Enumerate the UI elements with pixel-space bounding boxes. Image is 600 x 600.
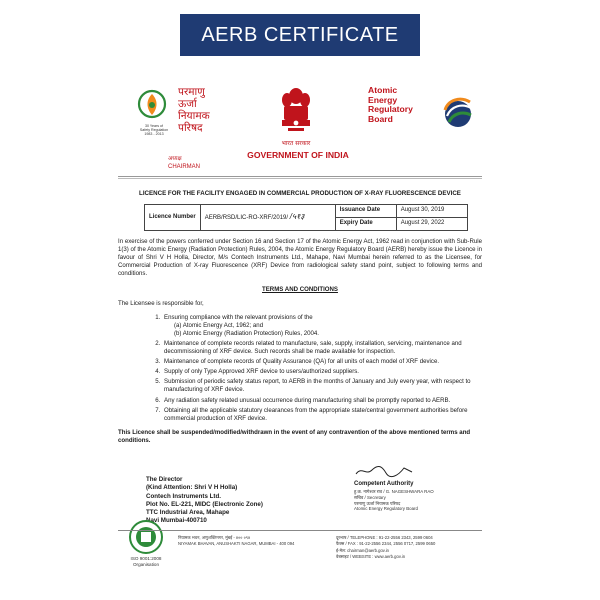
government-of-india: GOVERNMENT OF INDIA bbox=[247, 150, 349, 160]
list-item bbox=[162, 314, 482, 338]
chairman-hindi: अध्यक्ष bbox=[168, 156, 182, 162]
footer-contact-line: ई-मेल: chairman@aerb.gov.in bbox=[336, 547, 390, 553]
list-item: 7. Obtaining all the applicable statutory clearances from the appropriate state/central government authorities before commercial production of XRF device. bbox=[162, 407, 482, 423]
addressee-block bbox=[146, 476, 346, 526]
suspension-clause: This Licence shall be suspended/modified/withdrawn in the event of any contravention of the above mentioned terms and conditions. bbox=[118, 428, 471, 444]
anniversary-caption bbox=[132, 124, 176, 136]
footer-address bbox=[178, 535, 298, 548]
footer-contact-line: वेबसाइट / WEBSITE : www.aerb.gov.in bbox=[336, 553, 406, 559]
terms-list bbox=[118, 314, 482, 422]
hindi-name-line: परिषद bbox=[178, 122, 203, 135]
chairman-label: CHAIRMAN bbox=[168, 164, 201, 170]
anniversary-emblem-icon bbox=[132, 88, 172, 124]
issuance-date-label: Issuance Date bbox=[335, 205, 396, 218]
list-item: 2. Maintenance of complete records related to manufacture, sale, supply, installation, servicing, maintenance and decommissioning of XRF device. Such records shall be made available for inspection. bbox=[162, 340, 482, 356]
licence-details-table bbox=[144, 204, 468, 231]
footer-contact-line: फैक्स / FAX : 91-22-2556 2344, 2556 0717, 2599 0650 bbox=[336, 541, 436, 547]
caption-line: 1983 - 2013 bbox=[144, 132, 164, 137]
english-name-line: Energy bbox=[368, 94, 398, 105]
signatory-name: हु.क. नागेश्वर राव / G. NAGESHWARA RAO bbox=[354, 489, 434, 495]
licence-number-label: Licence Number bbox=[145, 205, 201, 231]
footer-divider bbox=[118, 530, 482, 531]
caption-line: Safety Regulation bbox=[139, 128, 169, 133]
english-name-line: Board bbox=[368, 113, 393, 124]
licence-number-handwritten: /५१३ bbox=[289, 212, 305, 222]
term-text: Ensuring compliance with the relevant provisions of the bbox=[164, 314, 313, 322]
signatory-designation: सचिव / Secretary bbox=[354, 495, 386, 500]
footer-address-line: NIYAMAK BHAVAN, ANUSHAKTI NAGAR, MUMBAI - 400 094 bbox=[178, 541, 295, 547]
expiry-date-label: Expiry Date bbox=[335, 218, 396, 231]
sub-item: (b) Atomic Energy (Radiation Protection) Rules, 2004. bbox=[174, 330, 319, 338]
list-item: 5. Submission of periodic safety status report, to AERB in the months of January and July every year, with respect to manufacturing of XRF device. bbox=[162, 378, 482, 394]
national-emblem-icon bbox=[278, 84, 314, 138]
footer-address-line: नियामक भवन, अणुशक्तिनगर, मुंबई - ४०० ०९४ bbox=[178, 535, 251, 540]
footer-contact-line: दूरभाष / TELEPHONE : 91-22-2556 2343, 2599 0604 bbox=[336, 535, 433, 540]
address-line: Navi Mumbai-400710 bbox=[146, 517, 207, 525]
list-item: 3. Maintenance of complete records of Quality Assurance (QA) for all units of each model of XRF device. bbox=[162, 358, 482, 366]
intro-paragraph: In exercise of the powers conferred under Section 16 and Section 17 of the Atomic Energy Act, 1962 read in conjunction with Sub-Rule 1(3) of the Atomic Energy (Radiation Protection) Rules, 2004, the Atomic Energy Regulatory Board (AERB) hereby issue the Licence in favour of Shri V H Holla, Director, M/s Contech Instruments Ltd., Mahape, Navi Mumbai herein referred to as the Licensee, for Commercial Production of X-ray Fluorescence (XRF) Device from radiological safety stand point, subject to following terms and conditions. bbox=[118, 238, 482, 278]
title-banner bbox=[180, 14, 420, 56]
address-line: Contech Instruments Ltd. bbox=[146, 492, 221, 500]
aerb-logo-icon bbox=[438, 92, 478, 132]
banner-title: AERB CERTIFICATE bbox=[201, 23, 399, 46]
hindi-name-line: ऊर्जा bbox=[178, 98, 197, 111]
list-item: 4. Supply of only Type Approved XRF device to users/authorized suppliers. bbox=[162, 368, 482, 376]
signatory-org: Atomic Energy Regulatory Board bbox=[354, 506, 418, 512]
licence-title: LICENCE FOR THE FACILITY ENGAGED IN COMMERCIAL PRODUCTION OF X-RAY FLUORESCENCE DEVICE bbox=[139, 190, 461, 197]
iso-certification-logo bbox=[118, 518, 174, 576]
expiry-date-value: August 29, 2022 bbox=[396, 218, 467, 231]
iso-emblem-icon bbox=[118, 518, 174, 556]
board-name-hindi bbox=[178, 86, 248, 134]
licence-number-text: AERB/RSD/LIC-RO-XRF/2019/ bbox=[204, 215, 289, 222]
table-row bbox=[145, 205, 468, 218]
hindi-name-line: नियामक bbox=[178, 110, 210, 123]
signatory-org-hindi: परमाणु ऊर्जा नियामक परिषद bbox=[354, 500, 401, 506]
responsibility-line: The Licensee is responsible for, bbox=[118, 300, 204, 308]
letterhead bbox=[118, 80, 482, 188]
english-name-line: Regulatory bbox=[368, 104, 413, 115]
board-name-english bbox=[368, 86, 438, 125]
issuance-date-value: August 30, 2019 bbox=[396, 205, 467, 218]
address-line: TTC Industrial Area, Mahape bbox=[146, 509, 230, 517]
list-item: 6. Any radiation safety related unusual occurrence during manufacturing shall be promptly reported to AERB. bbox=[162, 397, 482, 405]
address-line: Plot No. EL-221, MIDC (Electronic Zone) bbox=[146, 500, 263, 508]
iso-caption bbox=[118, 556, 174, 567]
footer-contacts bbox=[336, 535, 486, 560]
government-hindi: भारत सरकार bbox=[281, 140, 311, 147]
signature-icon bbox=[354, 464, 414, 478]
licence-number-value bbox=[200, 205, 335, 231]
certificate-document bbox=[118, 80, 482, 590]
english-name-line: Atomic bbox=[368, 85, 398, 95]
caption-line: 30 Years of bbox=[145, 124, 163, 128]
header-divider bbox=[118, 178, 482, 179]
address-line: (Kind Attention: Shri V H Holla) bbox=[146, 484, 238, 492]
sub-item: (a) Atomic Energy Act, 1962; and bbox=[174, 322, 264, 330]
iso-line: Organisation bbox=[132, 561, 160, 567]
competent-authority: Competent Authority bbox=[354, 481, 414, 488]
aerb-30-years-logo bbox=[132, 88, 172, 140]
iso-line: ISO 9001:2008 bbox=[130, 556, 162, 561]
header-divider bbox=[118, 176, 482, 177]
hindi-name-line: परमाणु bbox=[178, 86, 205, 98]
terms-heading: TERMS AND CONDITIONS bbox=[262, 286, 338, 294]
signature-block bbox=[354, 464, 464, 512]
address-line: The Director bbox=[146, 476, 183, 483]
